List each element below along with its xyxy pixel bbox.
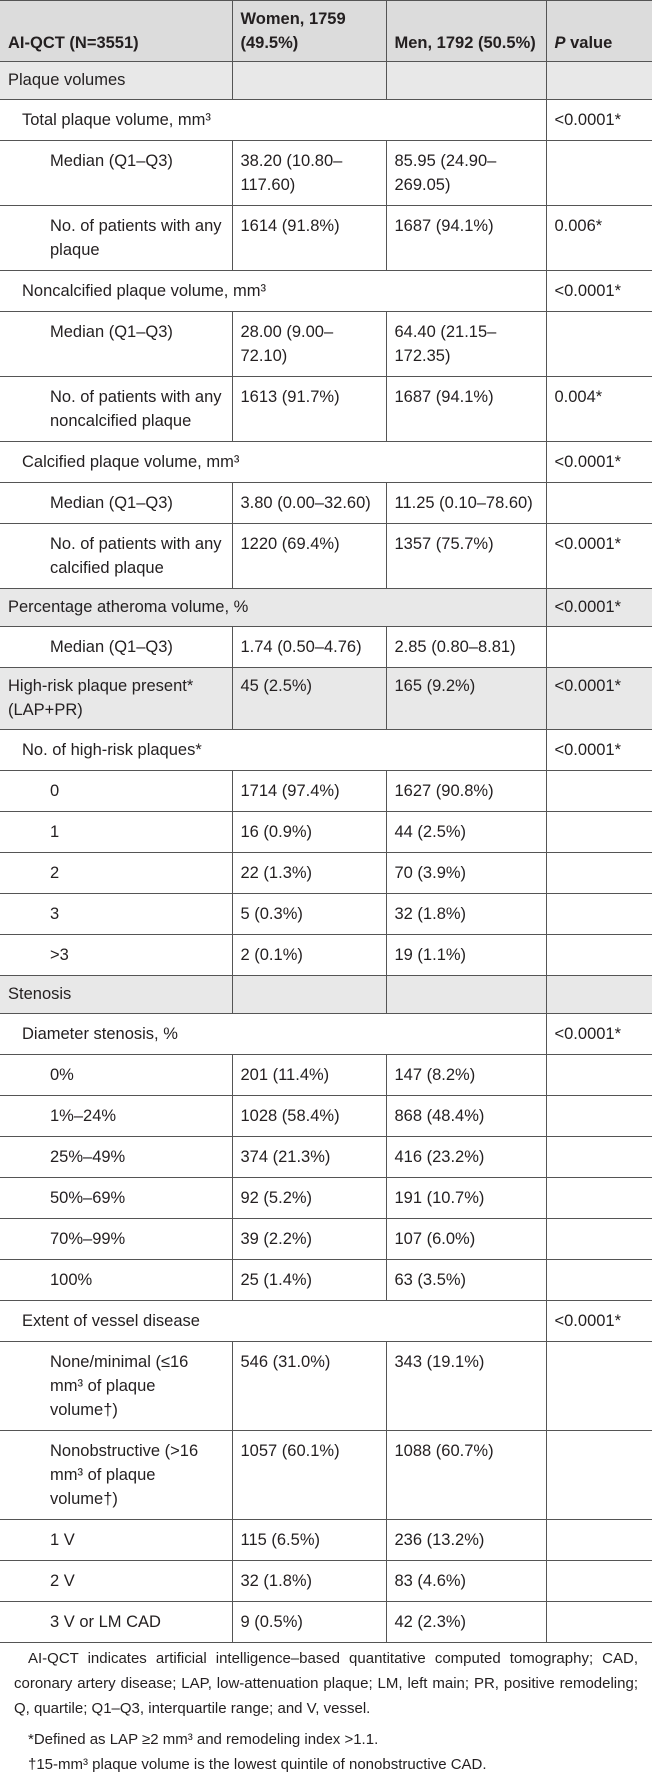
table-row xyxy=(0,206,652,271)
row-label: No. of patients with any plaque xyxy=(0,206,232,271)
row-men: 343 (19.1%) xyxy=(386,1342,546,1431)
row-label: Median (Q1–Q3) xyxy=(0,483,232,524)
row-women: 546 (31.0%) xyxy=(232,1342,386,1431)
row-men: 44 (2.5%) xyxy=(386,812,546,853)
row-men: 165 (9.2%) xyxy=(386,668,546,730)
row-label: 0% xyxy=(0,1055,232,1096)
row-label: No. of patients with any noncalcified plaque xyxy=(0,377,232,442)
row-men: 70 (3.9%) xyxy=(386,853,546,894)
row-women: 1028 (58.4%) xyxy=(232,1096,386,1137)
row-p-value xyxy=(546,483,652,524)
row-label: 2 V xyxy=(0,1561,232,1602)
table-row xyxy=(0,1301,652,1342)
table-row xyxy=(0,141,652,206)
row-women: 1220 (69.4%) xyxy=(232,524,386,589)
table-row xyxy=(0,1055,652,1096)
row-p-value: <0.0001* xyxy=(546,730,652,771)
row-women: 22 (1.3%) xyxy=(232,853,386,894)
row-p-value xyxy=(546,141,652,206)
row-p-value xyxy=(546,1055,652,1096)
header-p-rest: value xyxy=(565,34,613,52)
row-label: High-risk plaque present* (LAP+PR) xyxy=(0,668,232,730)
row-women: 39 (2.2%) xyxy=(232,1219,386,1260)
row-p-value xyxy=(546,1096,652,1137)
table-row xyxy=(0,377,652,442)
table-row xyxy=(0,894,652,935)
row-men: 1088 (60.7%) xyxy=(386,1431,546,1520)
row-p-value: <0.0001* xyxy=(546,524,652,589)
row-women: 115 (6.5%) xyxy=(232,1520,386,1561)
row-women: 1057 (60.1%) xyxy=(232,1431,386,1520)
row-p-value xyxy=(546,1219,652,1260)
table-row xyxy=(0,1014,652,1055)
table-notes xyxy=(0,1643,652,1777)
row-p-value xyxy=(546,771,652,812)
row-p-value xyxy=(546,62,652,100)
row-p-value: <0.0001* xyxy=(546,1014,652,1055)
row-label: Stenosis xyxy=(0,976,232,1014)
row-men: 147 (8.2%) xyxy=(386,1055,546,1096)
row-p-value: <0.0001* xyxy=(546,271,652,312)
row-label: No. of patients with any calcified plaque xyxy=(0,524,232,589)
row-women: 1714 (97.4%) xyxy=(232,771,386,812)
row-men xyxy=(386,62,546,100)
row-men: 2.85 (0.80–8.81) xyxy=(386,627,546,668)
row-men: 236 (13.2%) xyxy=(386,1520,546,1561)
row-p-value xyxy=(546,1520,652,1561)
table-row xyxy=(0,812,652,853)
table-row xyxy=(0,1431,652,1520)
row-women: 1613 (91.7%) xyxy=(232,377,386,442)
row-women: 201 (11.4%) xyxy=(232,1055,386,1096)
footnote-plaque-volume: †15-mm³ plaque volume is the lowest quintile of nonobstructive CAD. xyxy=(28,1756,487,1773)
row-label: Percentage atheroma volume, % xyxy=(0,589,546,627)
row-p-value xyxy=(546,312,652,377)
row-men: 868 (48.4%) xyxy=(386,1096,546,1137)
table-row xyxy=(0,1561,652,1602)
row-p-value: <0.0001* xyxy=(546,668,652,730)
row-women: 32 (1.8%) xyxy=(232,1561,386,1602)
row-women: 92 (5.2%) xyxy=(232,1178,386,1219)
row-men: 19 (1.1%) xyxy=(386,935,546,976)
row-p-value xyxy=(546,627,652,668)
header-cohort: AI-QCT (N=3551) xyxy=(0,1,232,62)
row-label: Median (Q1–Q3) xyxy=(0,141,232,206)
table-row xyxy=(0,1260,652,1301)
row-p-value xyxy=(546,976,652,1014)
row-women: 25 (1.4%) xyxy=(232,1260,386,1301)
row-label: 3 xyxy=(0,894,232,935)
row-label: 50%–69% xyxy=(0,1178,232,1219)
row-men: 1687 (94.1%) xyxy=(386,377,546,442)
row-label: Plaque volumes xyxy=(0,62,232,100)
row-p-value xyxy=(546,853,652,894)
row-women: 38.20 (10.80–117.60) xyxy=(232,141,386,206)
row-p-value: <0.0001* xyxy=(546,1301,652,1342)
row-women: 16 (0.9%) xyxy=(232,812,386,853)
row-p-value xyxy=(546,1561,652,1602)
abbreviations-note: AI-QCT indicates artificial intelligence–based quantitative computed tomography; CAD, coronary artery disease; LAP, low-attenuation plaque; LM, left main; PR, positive remodeling; Q, quartile; Q1–Q3, interquartile range; and V, vessel. xyxy=(14,1650,638,1717)
row-label: None/minimal (≤16 mm³ of plaque volume†) xyxy=(0,1342,232,1431)
table-row xyxy=(0,853,652,894)
row-women: 1614 (91.8%) xyxy=(232,206,386,271)
table-row xyxy=(0,1137,652,1178)
row-label: 70%–99% xyxy=(0,1219,232,1260)
row-p-value xyxy=(546,1137,652,1178)
row-men: 63 (3.5%) xyxy=(386,1260,546,1301)
row-p-value xyxy=(546,812,652,853)
table-row xyxy=(0,771,652,812)
footnote-high-risk: *Defined as LAP ≥2 mm³ and remodeling index >1.1. xyxy=(28,1731,379,1748)
row-men: 416 (23.2%) xyxy=(386,1137,546,1178)
row-women: 5 (0.3%) xyxy=(232,894,386,935)
row-men: 42 (2.3%) xyxy=(386,1602,546,1643)
row-p-value: 0.004* xyxy=(546,377,652,442)
row-women: 374 (21.3%) xyxy=(232,1137,386,1178)
row-men: 1687 (94.1%) xyxy=(386,206,546,271)
row-women: 2 (0.1%) xyxy=(232,935,386,976)
header-p-italic: P xyxy=(554,34,566,52)
row-p-value xyxy=(546,935,652,976)
table-row xyxy=(0,1178,652,1219)
row-men xyxy=(386,976,546,1014)
row-p-value xyxy=(546,1178,652,1219)
table-row xyxy=(0,1520,652,1561)
row-women: 28.00 (9.00–72.10) xyxy=(232,312,386,377)
row-p-value xyxy=(546,894,652,935)
row-label: Median (Q1–Q3) xyxy=(0,312,232,377)
table-row xyxy=(0,627,652,668)
row-men: 85.95 (24.90–269.05) xyxy=(386,141,546,206)
table-row xyxy=(0,668,652,730)
row-men: 1357 (75.7%) xyxy=(386,524,546,589)
row-women xyxy=(232,62,386,100)
table-row xyxy=(0,1602,652,1643)
row-label: 1 xyxy=(0,812,232,853)
header-men: Men, 1792 (50.5%) xyxy=(386,1,546,62)
table-row xyxy=(0,1096,652,1137)
row-men: 11.25 (0.10–78.60) xyxy=(386,483,546,524)
table-header-row xyxy=(0,1,652,62)
table-row xyxy=(0,100,652,141)
table-row xyxy=(0,271,652,312)
row-label: 25%–49% xyxy=(0,1137,232,1178)
row-label: Diameter stenosis, % xyxy=(0,1014,546,1055)
row-p-value: <0.0001* xyxy=(546,442,652,483)
row-women: 45 (2.5%) xyxy=(232,668,386,730)
table-row xyxy=(0,1219,652,1260)
row-p-value: 0.006* xyxy=(546,206,652,271)
row-p-value: <0.0001* xyxy=(546,589,652,627)
table-row xyxy=(0,589,652,627)
table-row xyxy=(0,62,652,100)
row-label: Noncalcified plaque volume, mm³ xyxy=(0,271,546,312)
row-women: 3.80 (0.00–32.60) xyxy=(232,483,386,524)
row-label: 0 xyxy=(0,771,232,812)
row-p-value xyxy=(546,1431,652,1520)
row-women: 1.74 (0.50–4.76) xyxy=(232,627,386,668)
table-row xyxy=(0,483,652,524)
row-men: 64.40 (21.15–172.35) xyxy=(386,312,546,377)
table-row xyxy=(0,935,652,976)
row-label: Median (Q1–Q3) xyxy=(0,627,232,668)
row-p-value xyxy=(546,1602,652,1643)
table-row xyxy=(0,730,652,771)
table-body xyxy=(0,62,652,1643)
table-row xyxy=(0,442,652,483)
header-women: Women, 1759 (49.5%) xyxy=(232,1,386,62)
row-label: 1 V xyxy=(0,1520,232,1561)
row-label: Total plaque volume, mm³ xyxy=(0,100,546,141)
row-label: 1%–24% xyxy=(0,1096,232,1137)
row-label: 100% xyxy=(0,1260,232,1301)
row-label: Calcified plaque volume, mm³ xyxy=(0,442,546,483)
row-men: 1627 (90.8%) xyxy=(386,771,546,812)
table-row xyxy=(0,976,652,1014)
row-men: 32 (1.8%) xyxy=(386,894,546,935)
row-men: 83 (4.6%) xyxy=(386,1561,546,1602)
row-label: No. of high-risk plaques* xyxy=(0,730,546,771)
table-row xyxy=(0,1342,652,1431)
row-p-value: <0.0001* xyxy=(546,100,652,141)
row-p-value xyxy=(546,1260,652,1301)
row-men: 107 (6.0%) xyxy=(386,1219,546,1260)
header-p-value xyxy=(546,1,652,62)
row-p-value xyxy=(546,1342,652,1431)
table-row xyxy=(0,524,652,589)
row-label: >3 xyxy=(0,935,232,976)
row-label: Extent of vessel disease xyxy=(0,1301,546,1342)
table-row xyxy=(0,312,652,377)
row-label: 3 V or LM CAD xyxy=(0,1602,232,1643)
row-men: 191 (10.7%) xyxy=(386,1178,546,1219)
row-label: Nonobstructive (>16 mm³ of plaque volume†) xyxy=(0,1431,232,1520)
row-label: 2 xyxy=(0,853,232,894)
row-women: 9 (0.5%) xyxy=(232,1602,386,1643)
row-women xyxy=(232,976,386,1014)
